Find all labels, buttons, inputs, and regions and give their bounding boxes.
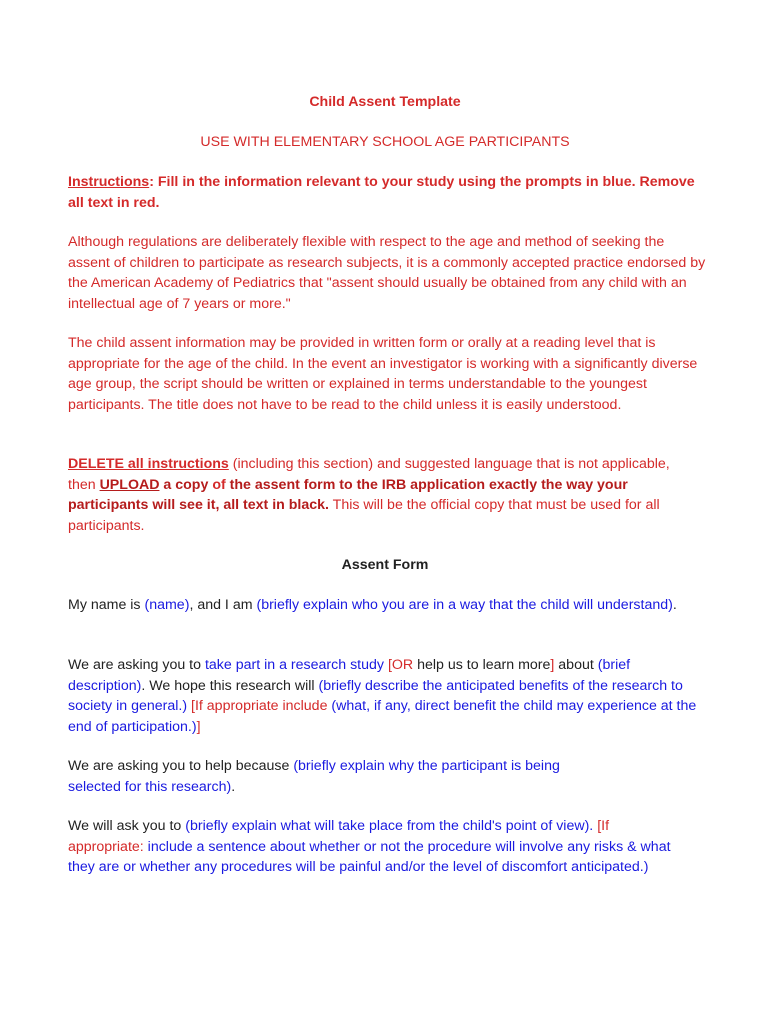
direct-benefit-prompt: (what, if any, direct benefit the child may experience at the end of participation.) <box>68 698 697 735</box>
end-bracket: ] <box>196 718 201 735</box>
selection-prompt: (briefly explain why the participant is being selected for this research) <box>68 758 560 795</box>
hope-text: . We hope this research will <box>141 677 319 694</box>
official-copy-text: This will be the official copy that must be used for all participants. <box>68 497 660 534</box>
help-paragraph <box>68 756 608 797</box>
help-intro: We are asking you to help because <box>68 758 294 774</box>
instructions-label: Instructions <box>68 174 150 190</box>
instructions-paragraph <box>68 172 708 213</box>
name-prompt: (name) <box>144 597 190 613</box>
if-appropriate-text: [If appropriate include <box>187 698 332 714</box>
help-end: . <box>231 778 236 795</box>
description-prompt: (brief description) <box>68 657 631 694</box>
risks-prompt: include a sentence about whether or not the procedure will involve any risks & what they are or whether any procedures will be painful and/or the level of discomfort anticipated.) <box>68 838 671 875</box>
assent-form-heading: Assent Form <box>341 557 429 573</box>
instructions-text: Fill in the information relevant to your study using the prompts in blue. Remove all text in red. <box>68 174 695 211</box>
asking-intro: We are asking you to <box>68 657 205 673</box>
upload-instruction-text: the assent form to the IRB application exactly the way your participants will see it, all text in black. <box>68 476 628 513</box>
of-text: of <box>212 476 226 493</box>
upload-label: UPLOAD <box>99 476 160 493</box>
name-paragraph <box>68 595 708 616</box>
asking-paragraph <box>68 655 703 737</box>
if-appropriate-label: [If appropriate: <box>68 818 610 855</box>
procedure-prompt: (briefly explain what will take place from the child's point of view). <box>185 818 594 834</box>
copy-text: a copy <box>159 476 213 493</box>
benefits-prompt: (briefly describe the anticipated benefits of the research to society in general.) <box>68 677 683 714</box>
name-end: . <box>672 597 677 613</box>
take-part-prompt: take part in a research study <box>204 657 388 673</box>
delete-instructions-paragraph <box>68 454 698 536</box>
who-prompt: (briefly explain who you are in a way that the child will understand) <box>256 597 673 613</box>
delete-instructions-text: (including this section) and suggested language that is not applicable, then <box>68 456 670 493</box>
or-bracket: [OR <box>387 657 418 673</box>
procedure-intro: We will ask you to <box>68 818 186 834</box>
learn-more-text: help us to learn more <box>417 657 551 673</box>
instructions-colon: : <box>149 174 154 190</box>
procedure-paragraph <box>68 816 680 878</box>
regulations-paragraph: Although regulations are deliberately flexible with respect to the age and method of seeking the assent of children to participate as research subjects, it is a commonly accepted practice endorsed by the American Academy of Pediatrics that "assent should usually be obtained from any child with an intellectual age of 7 years or more." <box>68 234 706 312</box>
name-and: , and I am <box>189 597 257 613</box>
close-bracket: ] <box>550 657 555 673</box>
document-subtitle: USE WITH ELEMENTARY SCHOOL AGE PARTICIPANTS <box>200 134 570 150</box>
document-title: Child Assent Template <box>309 94 461 110</box>
name-intro: My name is <box>68 597 145 613</box>
about-text: about <box>554 657 598 673</box>
reading-level-paragraph: The child assent information may be provided in written form or orally at a reading level that is appropriate for the age of the child. In the event an investigator is working with a significantly diverse age group, the script should be written or explained in terms understandable to the youngest participants. The title does not have to be read to the child unless it is easily understood. <box>68 335 698 413</box>
delete-instructions-label: DELETE all instructions <box>68 456 229 472</box>
